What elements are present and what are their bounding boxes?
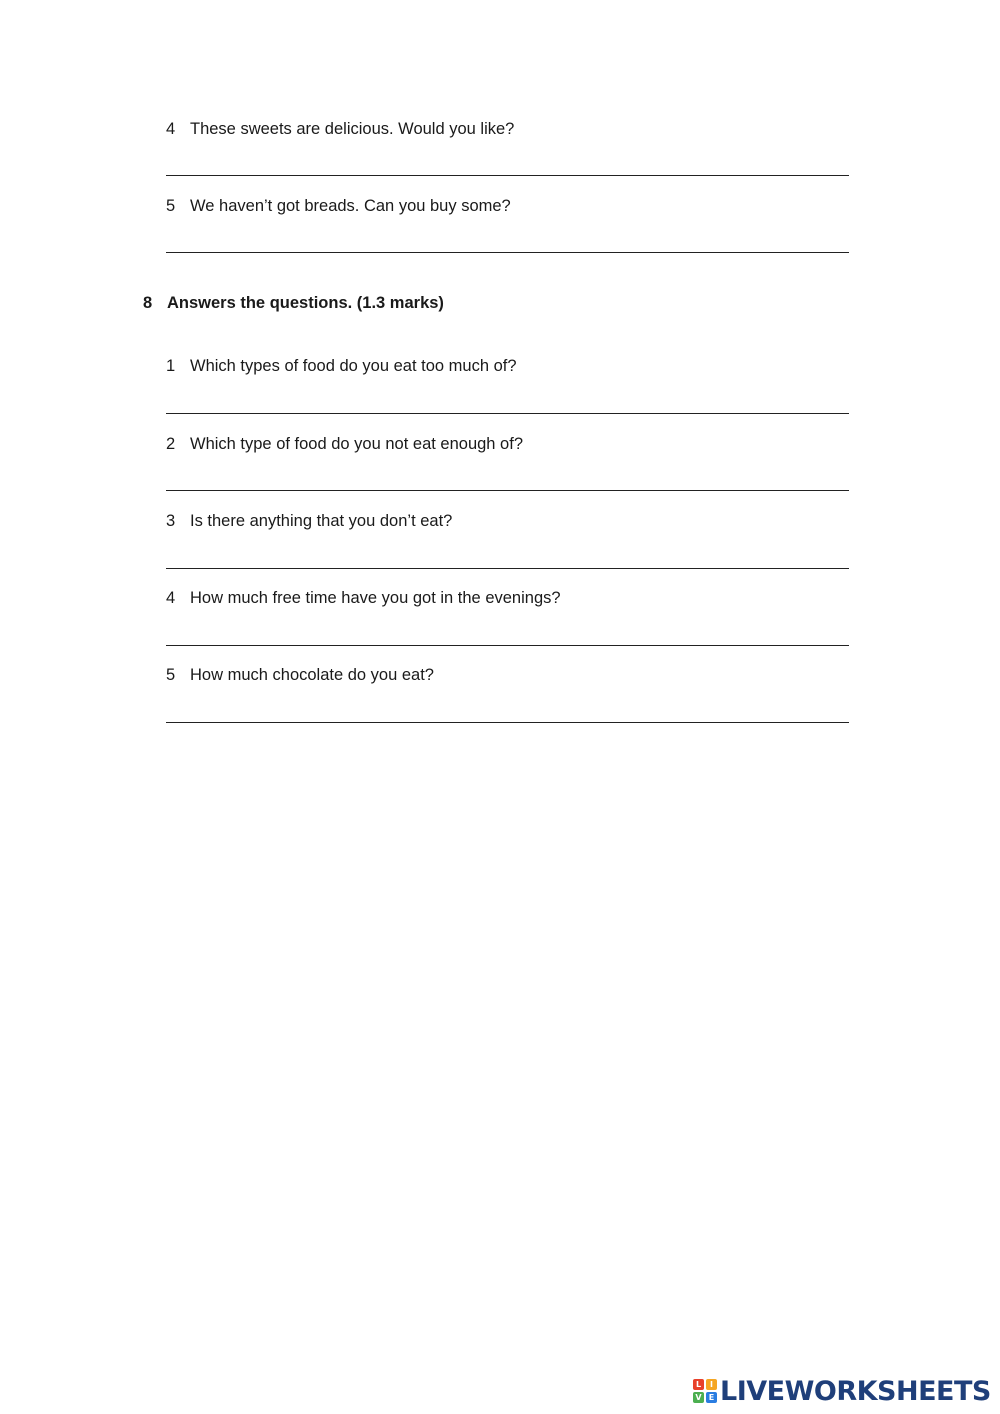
question-text: These sweets are delicious. Would you like? <box>190 120 515 138</box>
exercise-number: 8 <box>143 294 153 312</box>
answer-line[interactable] <box>166 175 849 176</box>
question-text: We haven’t got breads. Can you buy some? <box>190 197 511 215</box>
logo-square: E <box>706 1392 717 1403</box>
question-item <box>166 434 523 454</box>
answer-line[interactable] <box>166 413 849 414</box>
question-item <box>166 511 452 531</box>
question-text: How much chocolate do you eat? <box>190 666 434 684</box>
question-item <box>166 588 561 608</box>
question-number: 2 <box>166 435 176 453</box>
question-number: 3 <box>166 512 176 530</box>
question-text: How much free time have you got in the evenings? <box>190 589 561 607</box>
question-item <box>166 665 434 685</box>
question-number: 5 <box>166 666 176 684</box>
answer-line[interactable] <box>166 490 849 491</box>
question-number: 4 <box>166 120 176 138</box>
answer-line[interactable] <box>166 568 849 569</box>
answer-line[interactable] <box>166 722 849 723</box>
logo-square: V <box>693 1392 704 1403</box>
liveworksheets-logo <box>693 1374 991 1408</box>
logo-square: I <box>706 1379 717 1390</box>
logo-square: L <box>693 1379 704 1390</box>
question-text: Which type of food do you not eat enough of? <box>190 435 523 453</box>
question-number: 4 <box>166 589 176 607</box>
logo-text: LIVEWORKSHEETS <box>720 1375 991 1407</box>
question-item <box>166 119 514 139</box>
answer-line[interactable] <box>166 645 849 646</box>
exercise-title: Answers the questions. (1.3 marks) <box>167 294 444 312</box>
question-number: 5 <box>166 197 176 215</box>
exercise-heading <box>143 293 444 313</box>
question-number: 1 <box>166 357 176 375</box>
answer-line[interactable] <box>166 252 849 253</box>
question-text: Is there anything that you don’t eat? <box>190 512 453 530</box>
question-item <box>166 356 517 376</box>
question-text: Which types of food do you eat too much of? <box>190 357 517 375</box>
logo-icon <box>693 1379 717 1403</box>
question-item <box>166 196 511 216</box>
